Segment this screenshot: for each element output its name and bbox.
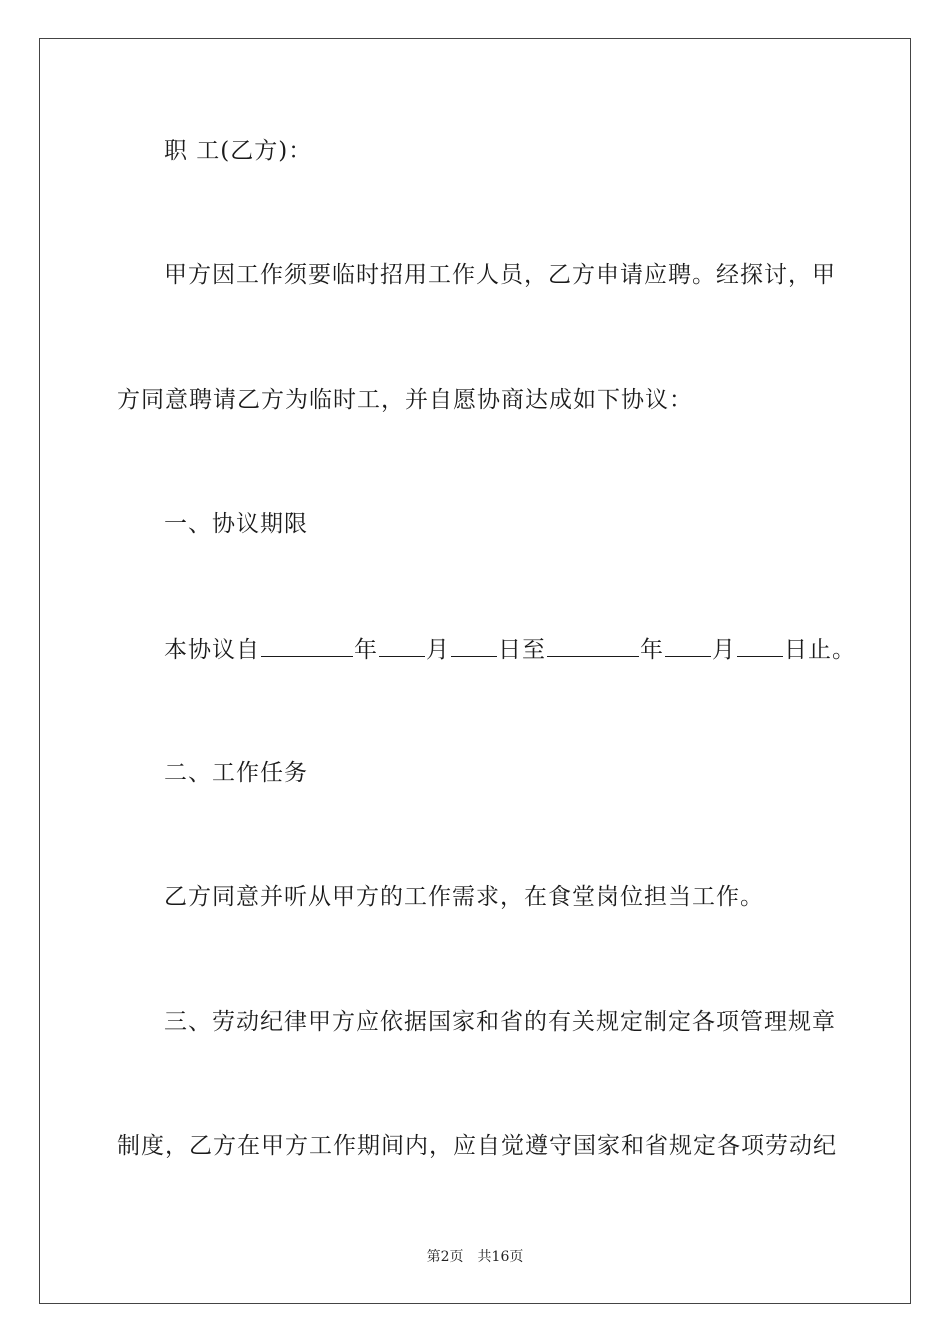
section-heading-tasks: 二、工作任务 — [164, 760, 308, 786]
paragraph-intro-line-2: 方同意聘请乙方为临时工，并自愿协商达成如下协议： — [117, 387, 693, 413]
term-year1: 年 — [354, 637, 378, 663]
blank-end-day[interactable] — [737, 634, 783, 657]
blank-end-year[interactable] — [547, 634, 639, 657]
paragraph-discipline-line-2: 制度，乙方在甲方工作期间内，应自觉遵守国家和省规定各项劳动纪 — [117, 1133, 837, 1159]
page-frame — [39, 38, 911, 1304]
blank-start-month[interactable] — [379, 634, 425, 657]
section-heading-discipline: 三、劳动纪律甲方应依据国家和省的有关规定制定各项管理规章 — [164, 1009, 836, 1035]
term-day1: 日至 — [498, 637, 546, 663]
blank-end-month[interactable] — [665, 634, 711, 657]
blank-start-year[interactable] — [261, 634, 353, 657]
party-b-label: 职 工(乙方)： — [164, 138, 313, 164]
term-month1: 月 — [426, 637, 450, 663]
section-heading-term: 一、协议期限 — [164, 511, 308, 537]
page-total: 共16页 — [477, 1249, 524, 1265]
term-line — [164, 634, 856, 665]
term-prefix: 本协议自 — [164, 637, 260, 663]
term-year2: 年 — [640, 637, 664, 663]
term-month2: 月 — [712, 637, 736, 663]
page-footer — [0, 1247, 950, 1267]
paragraph-tasks: 乙方同意并听从甲方的工作需求，在食堂岗位担当工作。 — [164, 884, 764, 910]
blank-start-day[interactable] — [451, 634, 497, 657]
paragraph-intro-line-1: 甲方因工作须要临时招用工作人员，乙方申请应聘。经探讨，甲 — [164, 262, 836, 288]
page-number: 第2页 — [426, 1249, 464, 1265]
term-day2: 日止。 — [784, 637, 856, 663]
